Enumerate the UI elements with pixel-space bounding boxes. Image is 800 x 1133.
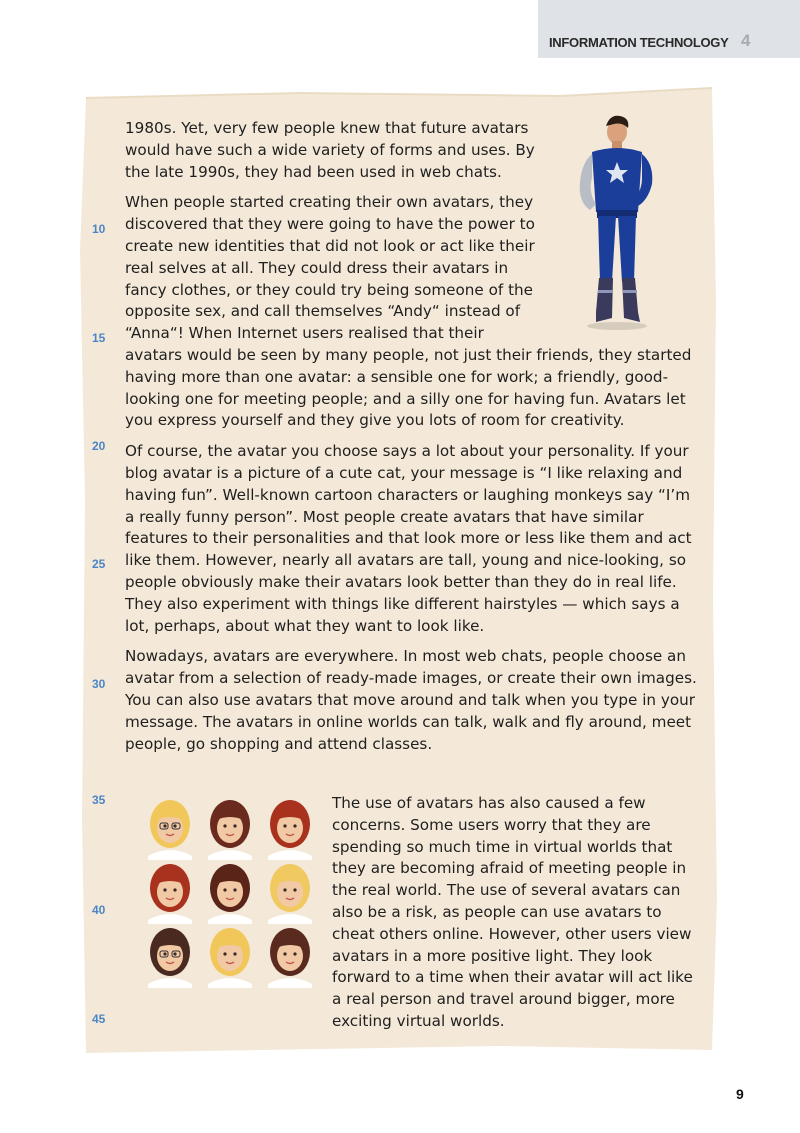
paragraph-3: Of course, the avatar you choose says a lot about your personality. If your blog avatar is a picture of a cute cat, your message is “I like relaxing and having fun”. Well-known cartoon characters or laughing monkeys say “I’m a really funny person”. Most people create avatars that have similar features to their personalities and that look more or less like them and act like them. However, nearly all avatars are tall, young and nice-looking, so people obviously make their avatars look better than they do in real life. They also experiment with things like different hairstyles — which says a lot, perhaps, about what they want to look like. [125, 442, 692, 635]
line-number: 35 [92, 793, 106, 807]
avatar-face-icon [148, 864, 192, 924]
line-number: 30 [92, 677, 106, 691]
article-body [125, 118, 700, 764]
page-number: 9 [736, 1086, 744, 1102]
paragraph-1: 1980s. Yet, very few people knew that future avatars would have such a wide variety of forms and uses. By the late 1990s, they had been used in web chats. [125, 119, 535, 181]
avatar-faces-image [140, 796, 320, 996]
paragraph-5: The use of avatars has also caused a few concerns. Some users worry that they are spending so much time in virtual worlds that they are becoming afraid of meeting people in the real world. The use of several avatars can also be a risk, as people can use avatars to cheat others online. However, other users view avatars in a more positive light. They look forward to a time when their avatar will act like a real person and travel around bigger, more exciting virtual worlds. [332, 794, 693, 1030]
avatar-face-icon [268, 864, 312, 924]
avatar-face-icon [208, 864, 252, 924]
avatar-face-icon [208, 800, 252, 860]
avatar-face-icon [148, 800, 192, 860]
avatar-face-icon [148, 928, 192, 988]
paragraph-2: When people started creating their own avatars, they discovered that they were going to have the power to create new identities that did not look or act like their real selves at all. They could dress their avatars in fancy clothes, or they could try being someone of the opposite sex, and call themselves “Andy“ instead of “Anna“! When Internet users realised that their avatars would be seen by many people, not just their friends, they started having more than one avatar: a sensible one for work; a friendly, good-looking one for meeting people; and a silly one for having fun. Avatars let you express yourself and they give you lots of room for creativity. [125, 193, 692, 430]
line-number: 20 [92, 439, 106, 453]
chapter-number: 4 [741, 31, 751, 50]
avatar-face-icon [208, 928, 252, 988]
paragraph-4: Nowadays, avatars are everywhere. In most web chats, people choose an avatar from a selection of ready-made images, or create their own images. You can also use avatars that move around and talk when you type in your message. The avatars in online worlds can talk, walk and fly around, meet people, go shopping and attend classes. [125, 647, 697, 753]
line-number: 15 [92, 331, 106, 345]
line-number: 40 [92, 903, 106, 917]
section-title: INFORMATION TECHNOLOGY [549, 35, 729, 50]
avatar-face-icon [268, 800, 312, 860]
line-number: 10 [92, 222, 106, 236]
avatar-face-icon [268, 928, 312, 988]
line-number: 25 [92, 557, 106, 571]
line-number: 45 [92, 1012, 106, 1026]
